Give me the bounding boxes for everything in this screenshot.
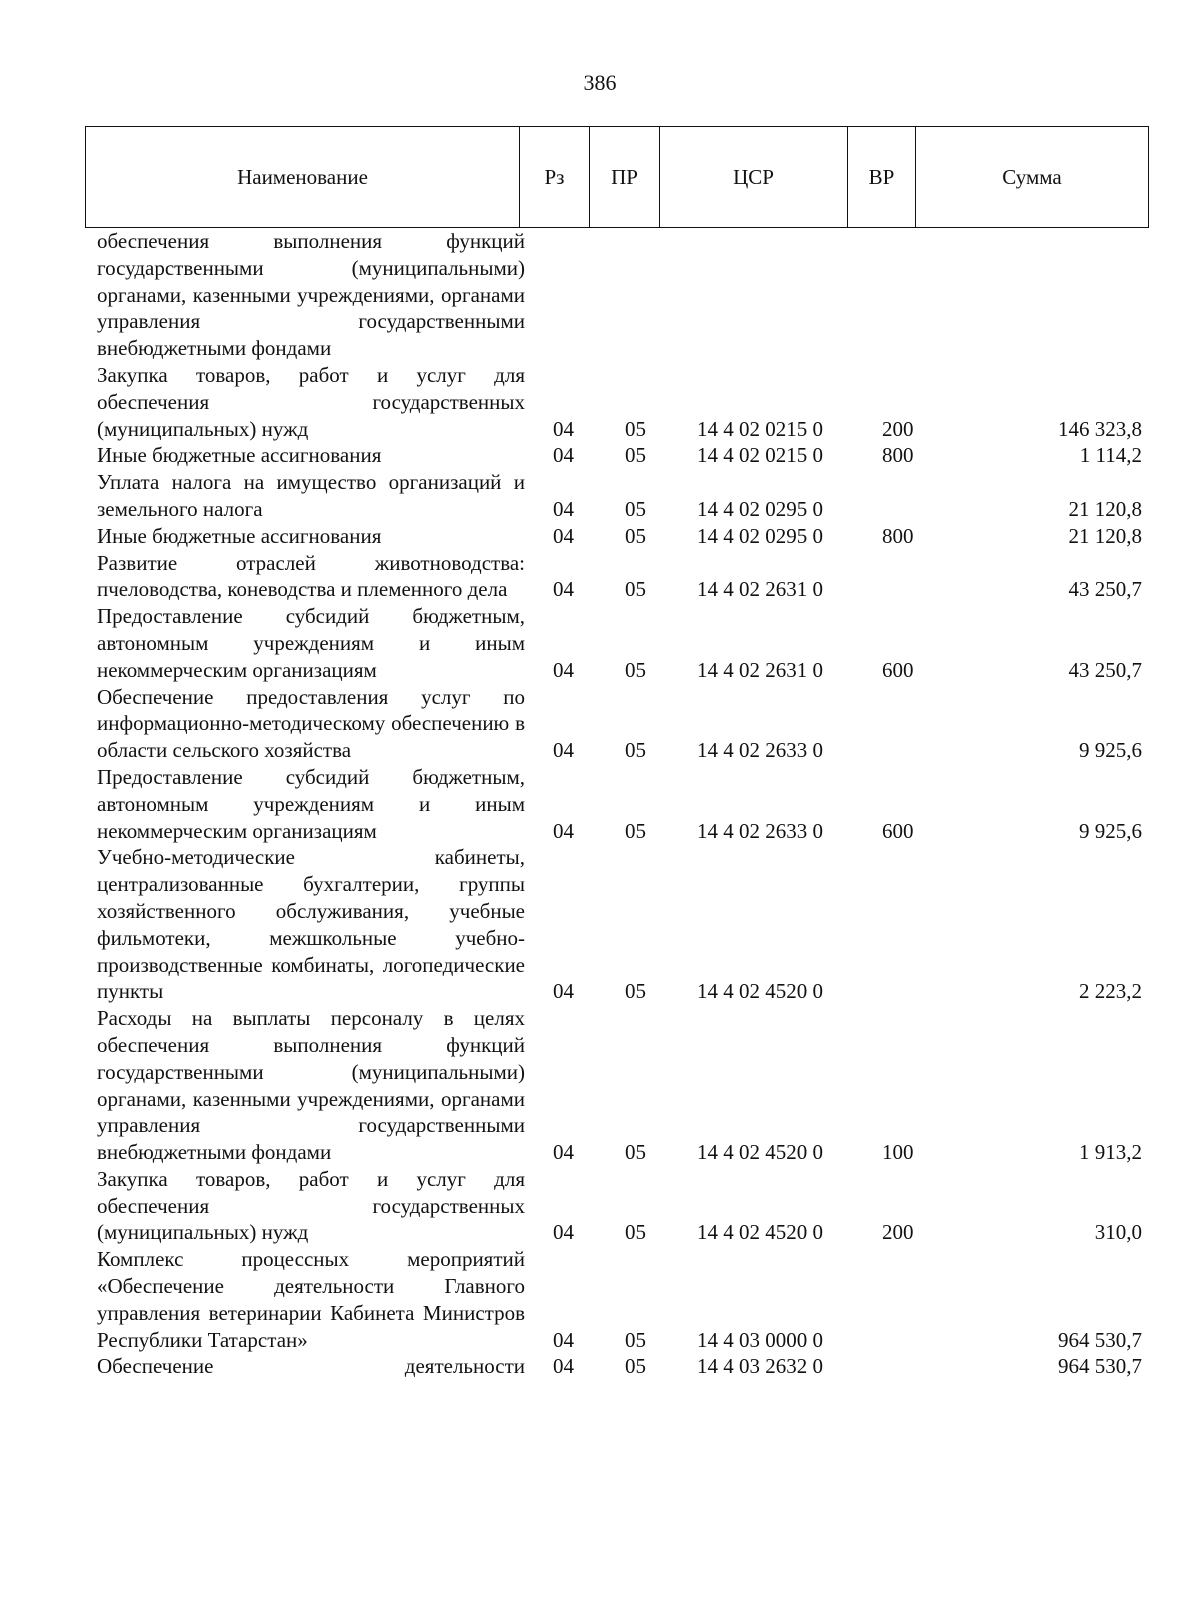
- row-sum: 1 114,2: [1079, 443, 1142, 468]
- row-sum: 9 925,6: [1079, 818, 1142, 843]
- row-name: Предоставление субсидий бюджетным, автономным учреждениям и иным некоммерческим организациям: [97, 764, 525, 843]
- row-pr: 05: [625, 523, 646, 548]
- row-rz: 04: [553, 1327, 574, 1352]
- row-pr: 05: [625, 443, 646, 468]
- table-row: [0, 1246, 1200, 1353]
- row-csr: 14 4 02 0215 0: [697, 416, 823, 441]
- row-name: Закупка товаров, работ и услуг для обеспечения государственных (муниципальных) нужд: [97, 362, 525, 441]
- row-vr: 800: [882, 523, 914, 548]
- row-sum: 1 913,2: [1079, 1140, 1142, 1165]
- table-row: [0, 1353, 1200, 1380]
- column-header-sum: Сумма: [916, 127, 1149, 228]
- table-row: [0, 1005, 1200, 1166]
- row-csr: 14 4 02 4520 0: [697, 979, 823, 1004]
- row-vr: 600: [882, 657, 914, 682]
- row-sum: 21 120,8: [1068, 496, 1142, 521]
- row-csr: 14 4 03 2632 0: [697, 1354, 823, 1379]
- row-rz: 04: [553, 496, 574, 521]
- row-csr: 14 4 02 2631 0: [697, 657, 823, 682]
- row-rz: 04: [553, 416, 574, 441]
- row-sum: 21 120,8: [1068, 523, 1142, 548]
- row-sum: 9 925,6: [1079, 738, 1142, 763]
- row-rz: 04: [553, 1140, 574, 1165]
- row-csr: 14 4 02 4520 0: [697, 1220, 823, 1245]
- row-rz: 04: [553, 1220, 574, 1245]
- table-row: [0, 1166, 1200, 1246]
- row-pr: 05: [625, 1354, 646, 1379]
- row-pr: 05: [625, 657, 646, 682]
- row-pr: 05: [625, 496, 646, 521]
- row-csr: 14 4 02 2633 0: [697, 738, 823, 763]
- row-name: Предоставление субсидий бюджетным, автономным учреждениям и иным некоммерческим организациям: [97, 604, 525, 682]
- row-vr: 100: [882, 1140, 914, 1165]
- row-pr: 05: [625, 577, 646, 602]
- table-row: [0, 684, 1200, 764]
- table-row: [0, 550, 1200, 604]
- table-body: [0, 228, 1200, 1380]
- row-pr: 05: [625, 416, 646, 441]
- column-header-vr: ВР: [848, 127, 916, 228]
- table-row: [0, 603, 1200, 683]
- row-rz: 04: [553, 577, 574, 602]
- table-row: [0, 844, 1200, 1005]
- row-name: Обеспечение деятельности: [97, 1354, 525, 1379]
- row-rz: 04: [553, 818, 574, 843]
- table-row: [0, 228, 1200, 362]
- column-header-rz: Рз: [520, 127, 590, 228]
- row-pr: 05: [625, 1220, 646, 1245]
- row-rz: 04: [553, 523, 574, 548]
- row-name: Уплата налога на имущество организаций и земельного налога: [97, 470, 525, 521]
- column-header-csr: ЦСР: [660, 127, 848, 228]
- row-csr: 14 4 03 0000 0: [697, 1327, 823, 1352]
- row-csr: 14 4 02 4520 0: [697, 1140, 823, 1165]
- row-rz: 04: [553, 1354, 574, 1379]
- table-row: [0, 469, 1200, 523]
- row-pr: 05: [625, 1327, 646, 1352]
- row-name: Иные бюджетные ассигнования: [97, 443, 382, 468]
- row-sum: 43 250,7: [1068, 657, 1142, 682]
- row-csr: 14 4 02 0295 0: [697, 523, 823, 548]
- row-pr: 05: [625, 738, 646, 763]
- page-number: 386: [583, 70, 617, 95]
- row-sum: 2 223,2: [1079, 979, 1142, 1004]
- row-name: Закупка товаров, работ и услуг для обеспечения государственных (муниципальных) нужд: [97, 1166, 525, 1245]
- row-csr: 14 4 02 2633 0: [697, 818, 823, 843]
- row-vr: 800: [882, 443, 914, 468]
- row-name: Обеспечение предоставления услуг по информационно-методическому обеспечению в области сельского хозяйства: [97, 684, 525, 763]
- row-sum: 146 323,8: [1058, 416, 1142, 441]
- column-header-pr: ПР: [590, 127, 660, 228]
- row-rz: 04: [553, 657, 574, 682]
- row-name: обеспечения выполнения функций государственными (муниципальными) органами, казенными учреждениями, органами управления государственными внебюджетными фондами: [97, 229, 525, 361]
- table-row: [0, 442, 1200, 469]
- row-pr: 05: [625, 1140, 646, 1165]
- row-csr: 14 4 02 0215 0: [697, 443, 823, 468]
- row-name: Учебно-методические кабинеты, централизованные бухгалтерии, группы хозяйственного обслуживания, учебные фильмотеки, межшкольные учебно-производственные комбинаты, логопедические пункты: [97, 845, 525, 1004]
- row-sum: 43 250,7: [1068, 577, 1142, 602]
- row-csr: 14 4 02 2631 0: [697, 577, 823, 602]
- row-csr: 14 4 02 0295 0: [697, 496, 823, 521]
- row-rz: 04: [553, 443, 574, 468]
- row-sum: 310,0: [1094, 1220, 1142, 1245]
- row-vr: 600: [882, 818, 914, 843]
- table-row: [0, 362, 1200, 442]
- row-name: Расходы на выплаты персоналу в целях обеспечения выполнения функций государственными (муниципальными) органами, казенными учреждениями, органами управления государственными внебюджетными фондами: [97, 1006, 525, 1165]
- row-vr: 200: [882, 416, 914, 441]
- column-header-name: Наименование: [86, 127, 520, 228]
- table-header: [85, 126, 1149, 228]
- table-row: [0, 523, 1200, 550]
- row-rz: 04: [553, 738, 574, 763]
- row-name: Развитие отраслей животноводства: пчеловодства, коневодства и племенного дела: [97, 550, 525, 602]
- row-rz: 04: [553, 979, 574, 1004]
- row-name: Иные бюджетные ассигнования: [97, 523, 382, 548]
- row-name: Комплекс процессных мероприятий «Обеспечение деятельности Главного управления ветеринарии Кабинета Министров Республики Татарстан»: [97, 1247, 525, 1352]
- row-pr: 05: [625, 818, 646, 843]
- row-pr: 05: [625, 979, 646, 1004]
- row-vr: 200: [882, 1220, 914, 1245]
- row-sum: 964 530,7: [1058, 1327, 1142, 1352]
- table-row: [0, 764, 1200, 844]
- row-sum: 964 530,7: [1058, 1354, 1142, 1379]
